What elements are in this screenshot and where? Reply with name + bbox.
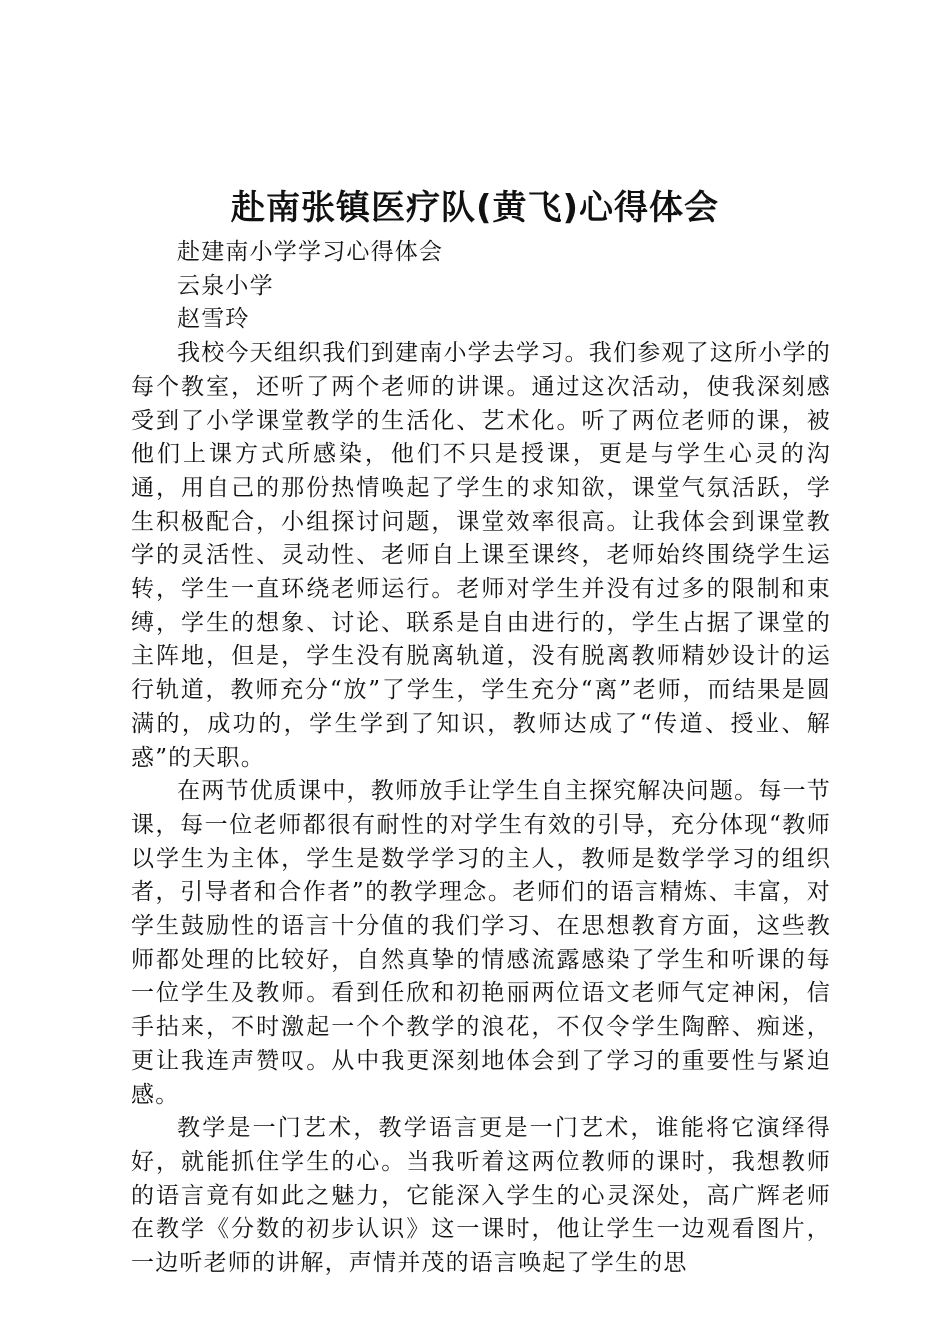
body-paragraph-2: 在两节优质课中，教师放手让学生自主探究解决问题。每一节课，每一位老师都很有耐性的对学生有效的引导，充分体现“教师以学生为主体，学生是数学学习的主人，教师是数学学习的组织者，引导者和合作者”的教学理念。老师们的语言精炼、丰富，对学生鼓励性的语言十分值的我们学习、在思想教育方面，这些教师都处理的比较好，自然真挚的情感流露感染了学生和听课的每一位学生及教师。看到任欣和初艳丽两位语文老师气定神闲，信手拈来，不时激起一个个教学的浪花，不仅令学生陶醉、痴迷，更让我连声赞叹。从中我更深刻地体会到了学习的重要性与紧迫感。 [131, 778, 831, 1108]
heading-line-school-visit: 赴建南小学学习心得体会 [177, 239, 444, 265]
document-body [131, 236, 831, 1281]
body-paragraph-3: 教学是一门艺术，教学语言更是一门艺术，谁能将它演绎得好，就能抓住学生的心。当我听着这两位教师的课时，我想教师的语言竟有如此之魅力，它能深入学生的心灵深处，高广辉老师在教学《分数的初步认识》这一课时，他让学生一边观看图片，一边听老师的讲解，声情并茂的语言唤起了学生的思 [131, 1115, 831, 1277]
heading-line-author: 赵雪玲 [177, 306, 250, 333]
body-paragraph-1: 我校今天组织我们到建南小学去学习。我们参观了这所小学的每个教室，还听了两个老师的讲课。通过这次活动，使我深刻感受到了小学课堂教学的生活化、艺术化。听了两位老师的课，被他们上课方式所感染，他们不只是授课，更是与学生心灵的沟通，用自己的那份热情唤起了学生的求知欲，课堂气氛活跃，学生积极配合，小组探讨问题，课堂效率很高。让我体会到课堂教学的灵活性、灵动性、老师自上课至课终，老师始终围绕学生运转，学生一直环绕老师运行。老师对学生并没有过多的限制和束缚，学生的想象、讨论、联系是自由进行的，学生占据了课堂的主阵地，但是，学生没有脱离轨道，没有脱离教师精妙设计的运行轨道，教师充分“放”了学生，学生充分“离”老师，而结果是圆满的，成功的，学生学到了知识，教师达成了“传道、授业、解惑”的天职。 [131, 340, 831, 771]
heading-line-school-name: 云泉小学 [177, 272, 274, 299]
document-title: 赴南张镇医疗队(黄飞)心得体会 [230, 188, 720, 228]
